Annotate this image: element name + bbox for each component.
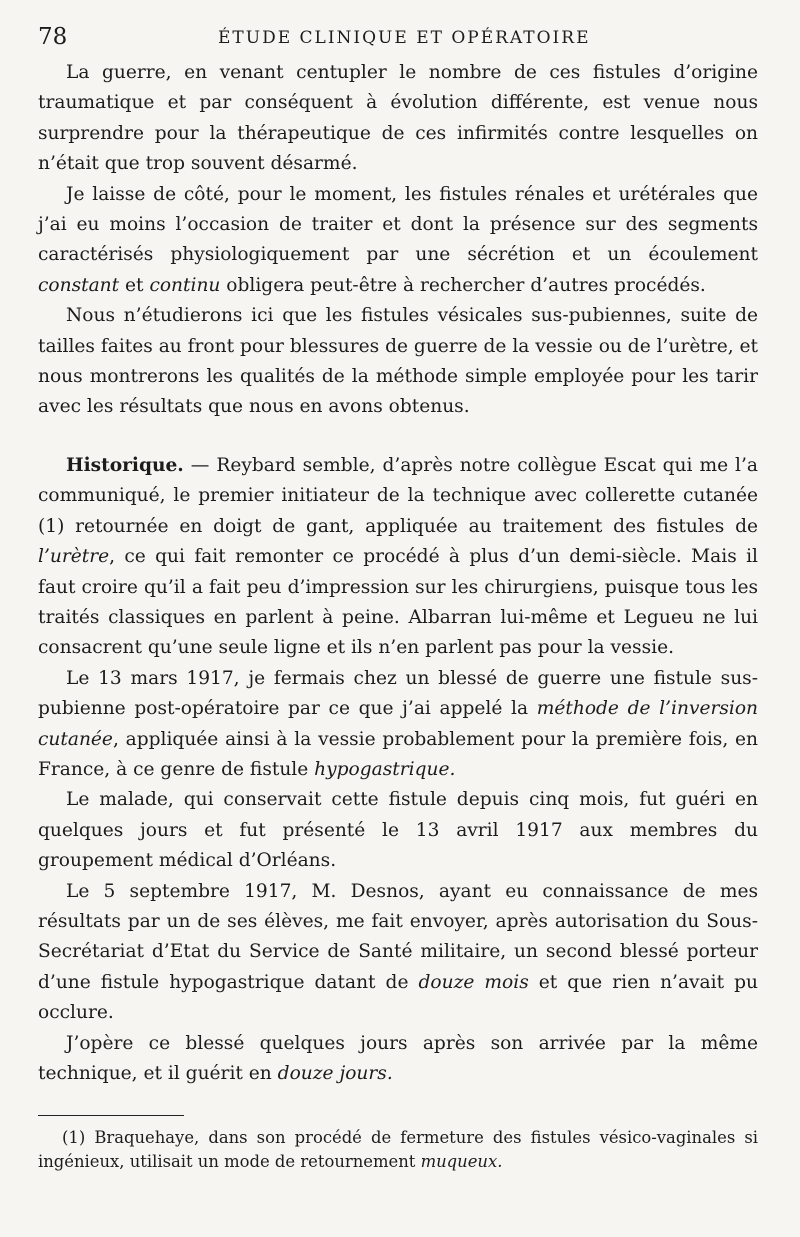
paragraph-second-operation: J’opère ce blessé quelques jours après son arrivée par la même technique, et il guérit en douze jours. <box>38 1032 758 1084</box>
paragraph-first-patient: Le malade, qui conservait cette fistule depuis cinq mois, fut guéri en quelques jours et fut présenté le 13 avril 1917 aux membres du groupement médical d’Orléans. <box>38 789 758 872</box>
paragraph-march-1917: Le 13 mars 1917, je fermais chez un blessé de guerre une fistule sus-pubienne post-opératoire par ce que j’ai appelé la méthode de l’inversion cutanée, appliquée ainsi à la vessie probablement pour la première fois, en France, à ce genre de fistule hypogastrique. <box>38 667 759 780</box>
paragraph-war-fistulas: La guerre, en venant centupler le nombre de ces fistules d’origine traumatique et par conséquent à évolution différente, est venue nous surprendre pour la thérapeutique de ces infirmités contre lesquelles on n’était que trop souvent désarmé. <box>38 62 758 175</box>
footnote-divider <box>38 1115 184 1116</box>
paragraph-historique-intro: Historique. — Reybard semble, d’après notre collègue Escat qui me l’a communiqué, le premier initiateur de la technique avec collerette cutanée (1) retournée en doigt de gant, appliquée au traitement des fistules de l’urètre, ce qui fait remonter ce procédé à plus d’un demi-siècle. Mais il faut croire qu’il a fait peu d’impression sur les chirurgiens, puisque tous les traités classiques en parlent à peine. Albarran lui-même et Legueu ne lui consacrent qu’une seule ligne et ils n’en parlent pas pour la vessie. <box>38 454 758 659</box>
paragraph-september-1917: Le 5 septembre 1917, M. Desnos, ayant eu connaissance de mes résultats par un de ses élèves, me fait envoyer, après autorisation du Sous-Secrétariat d’Etat du Service de Santé militaire, un second blessé porteur d’une fistule hypogastrique datant de douze mois et que rien n’avait pu occlure. <box>38 880 758 1024</box>
body-text <box>38 58 758 1089</box>
page-number: 78 <box>38 24 68 50</box>
paragraph-renal-fistulas: Je laisse de côté, pour le moment, les fistules rénales et urétérales que j’ai eu moins l’occasion de traiter et dont la présence sur des segments caractérisés physiologiquement par une sécrétion et un écoulement constant et continu obligera peut-être à rechercher d’autres procédés. <box>38 183 758 296</box>
section-historique <box>38 451 758 1090</box>
running-head <box>38 18 758 58</box>
paragraph-scope: Nous n’étudierons ici que les fistules vésicales sus-pubiennes, suite de tailles faites au front pour blessures de guerre de la vessie ou de l’urètre, et nous montrerons les qualités de la méthode simple employée pour les tarir avec les résultats que nous en avons obtenus. <box>38 305 758 418</box>
section-heading: Historique. <box>66 454 184 476</box>
footnote: (1) Braquehaye, dans son procédé de fermeture des fistules vésico-vaginales si ingénieux, utilisait un mode de retournement muqueux. <box>38 1128 758 1172</box>
book-page <box>38 18 758 1174</box>
running-head-title: ÉTUDE CLINIQUE ET OPÉRATOIRE <box>218 28 591 48</box>
